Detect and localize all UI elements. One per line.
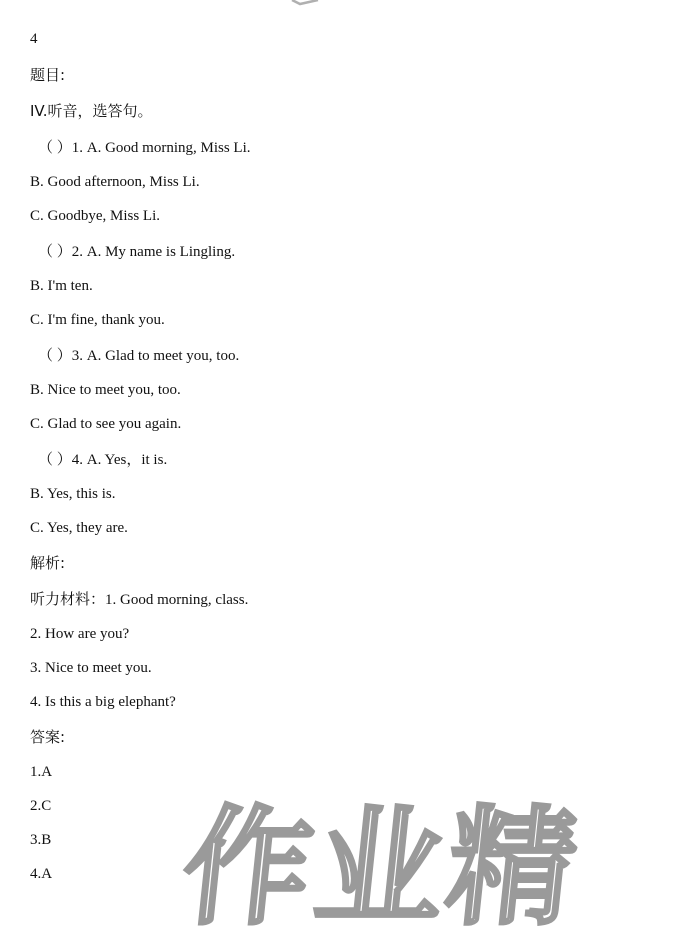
analysis-label: 解析: <box>30 554 66 572</box>
question-3-stem: （ ）3. A. Glad to meet you, too. <box>38 348 240 364</box>
question-1-option-c: C. Goodbye, Miss Li. <box>30 208 161 224</box>
listening-material-3: 3. Nice to meet you. <box>30 660 152 676</box>
answer-1: 1.A <box>30 764 53 780</box>
question-2-option-b: B. I'm ten. <box>30 278 93 294</box>
question-4-stem: （ ）4. A. Yes，it is. <box>38 452 168 468</box>
watermark-top-fragment <box>292 0 318 4</box>
question-1-stem: （ ）1. A. Good morning, Miss Li. <box>38 140 251 156</box>
answer-4: 4.A <box>30 866 53 882</box>
question-3-option-c: C. Glad to see you again. <box>30 416 182 432</box>
question-label: 题目: <box>30 66 66 84</box>
listening-material-2: 2. How are you? <box>30 626 130 642</box>
watermark-text: 作业精 <box>175 794 588 943</box>
question-3-option-b: B. Nice to meet you, too. <box>30 382 181 398</box>
question-2-option-c: C. I'm fine, thank you. <box>30 312 165 328</box>
question-4-option-b: B. Yes, this is. <box>30 486 116 502</box>
page-number: 4 <box>30 31 38 47</box>
question-1-option-b: B. Good afternoon, Miss Li. <box>30 174 200 190</box>
listening-material-1: 听力材料：1. Good morning, class. <box>30 592 249 608</box>
answer-label: 答案: <box>30 728 66 746</box>
answer-2: 2.C <box>30 798 52 814</box>
question-2-stem: （ ）2. A. My name is Lingling. <box>38 244 236 260</box>
question-4-option-c: C. Yes, they are. <box>30 520 128 536</box>
listening-material-4: 4. Is this a big elephant? <box>30 694 176 710</box>
answer-3: 3.B <box>30 832 52 848</box>
section-title: IV.听音，选答句。 <box>30 102 153 120</box>
